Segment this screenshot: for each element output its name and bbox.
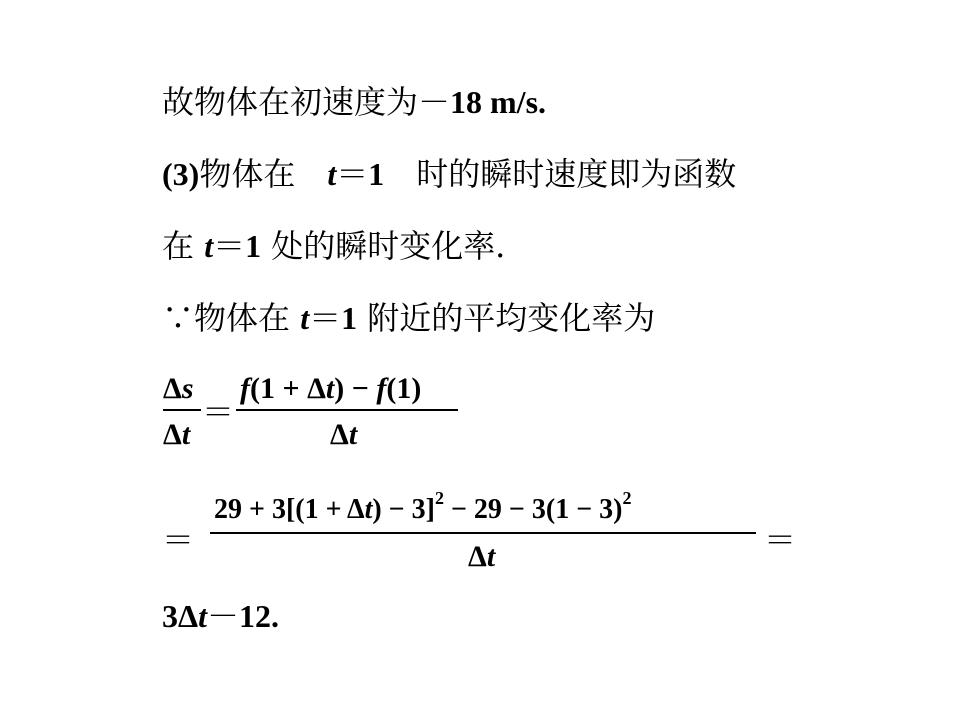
func-f: f — [240, 372, 250, 405]
var-t: t — [348, 418, 358, 451]
var-t: t — [325, 372, 335, 405]
lhs-fraction-bar — [163, 409, 201, 411]
text: (1 + Δ — [250, 372, 326, 405]
numerator — [214, 488, 632, 526]
lhs-denominator — [163, 418, 190, 452]
line-initial-velocity — [162, 82, 546, 122]
delta: Δ — [163, 372, 182, 405]
equals-sign-right: ＝ — [764, 521, 797, 559]
fraction-bar — [210, 532, 756, 534]
text: 时的瞬时速度即为函数 — [384, 155, 737, 193]
text: − 29 − 3(1 − 3) — [443, 494, 623, 525]
text: ) − — [334, 372, 377, 405]
line-average-rate — [162, 298, 655, 338]
value-text: 12. — [238, 598, 279, 634]
func-f: f — [376, 372, 387, 405]
line-rate-of-change — [162, 226, 527, 266]
text: ∵物体在 — [162, 299, 301, 337]
part-number: (3) — [162, 156, 200, 192]
exponent: 2 — [434, 488, 444, 508]
text: ) − 3] — [372, 494, 435, 525]
var-s: s — [181, 372, 194, 405]
var-t: t — [198, 598, 207, 634]
equals-sign: ＝ — [202, 393, 235, 431]
text: 故物体在初速度为－ — [162, 83, 451, 121]
text: 处的瞬时变化率． — [261, 227, 528, 265]
rhs-fraction-bar — [236, 409, 458, 411]
equals: ＝ — [213, 227, 246, 265]
text: 在 — [162, 227, 205, 265]
minus: － — [206, 598, 239, 634]
var-t: t — [327, 156, 337, 192]
delta: Δ — [468, 540, 487, 573]
var-t: t — [204, 228, 214, 264]
value-one: 1 — [245, 228, 262, 264]
var-t: t — [364, 494, 373, 525]
var-t: t — [486, 540, 496, 573]
delta: Δ — [163, 418, 182, 451]
value-one: 1 — [341, 300, 358, 336]
equals: ＝ — [309, 299, 342, 337]
line-part-3 — [162, 154, 736, 194]
equals-sign-left: ＝ — [162, 521, 195, 559]
text: (1) — [386, 372, 422, 405]
text: 3Δ — [162, 598, 199, 634]
value-text: 18 m/s. — [450, 84, 547, 120]
rhs-numerator — [240, 372, 421, 406]
text: 附近的平均变化率为 — [357, 299, 656, 337]
text: 29 + 3[(1 + Δ — [214, 494, 365, 525]
equals: ＝ — [336, 155, 369, 193]
text: 物体在 — [199, 155, 328, 193]
rhs-denominator — [330, 418, 357, 452]
var-t: t — [181, 418, 191, 451]
delta: Δ — [330, 418, 349, 451]
value-one: 1 — [368, 156, 385, 192]
var-t: t — [300, 300, 310, 336]
lhs-numerator — [163, 372, 194, 406]
line-result — [162, 596, 279, 636]
exponent: 2 — [622, 488, 632, 508]
denominator — [468, 540, 495, 574]
